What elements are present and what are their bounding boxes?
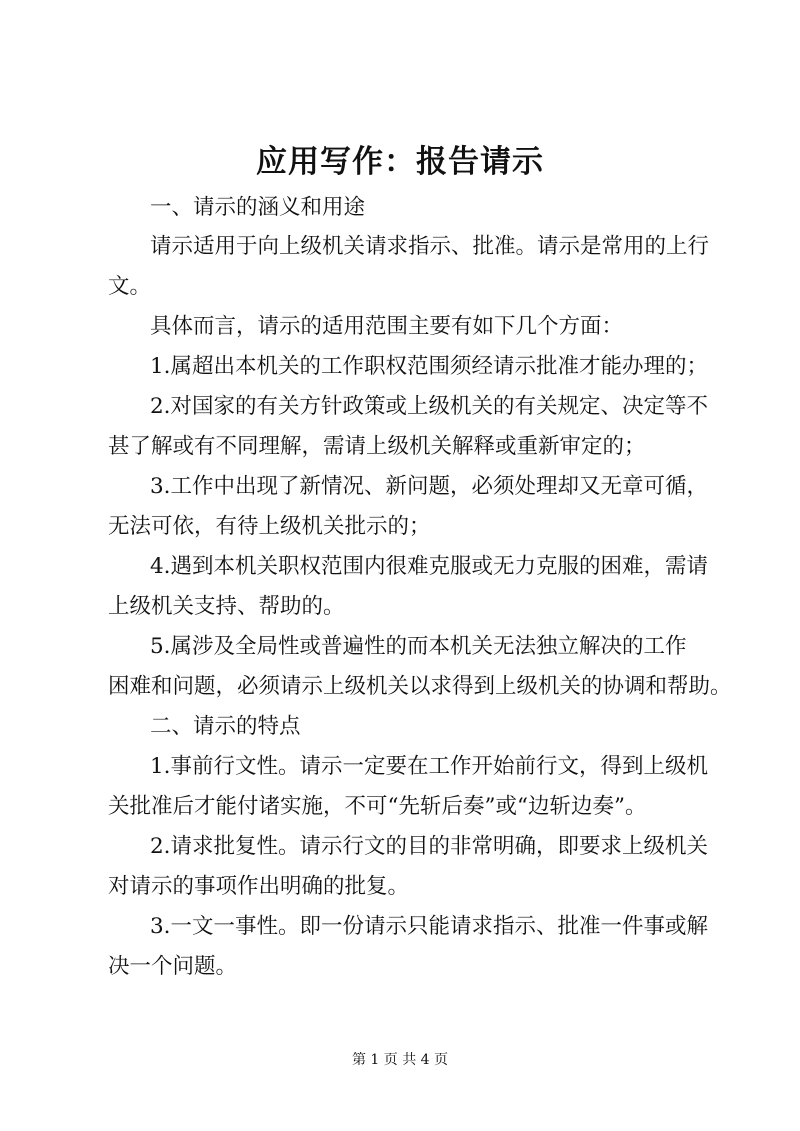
list-item-line: 4.遇到本机关职权范围内很难克服或无力克服的困难，需请 — [150, 554, 709, 579]
list-item-line: 决一个问题。 — [108, 954, 238, 979]
list-item-line: 困难和问题，必须请示上级机关以求得到上级机关的协调和帮助。 — [108, 674, 732, 699]
paragraph-line: 文。 — [108, 274, 152, 299]
page-footer: 第 1 页 共 4 页 — [351, 1052, 449, 1068]
list-item-line: 1.事前行文性。请示一定要在工作开始前行文，得到上级机 — [150, 754, 709, 779]
list-item-line: 上级机关支持、帮助的。 — [108, 594, 345, 619]
list-item-line: 甚了解或有不同理解，需请上级机关解释或重新审定的； — [108, 434, 646, 459]
list-item-line: 2.请求批复性。请示行文的目的非常明确，即要求上级机关 — [150, 834, 709, 859]
list-item-line: 关批准后才能付诸实施，不可“先斩后奏”或“边斩边奏”。 — [108, 794, 647, 819]
section-heading-1: 一、请示的涵义和用途 — [150, 195, 366, 220]
list-item-line: 无法可依，有待上级机关批示的； — [108, 514, 431, 539]
list-item-line: 2.对国家的有关方针政策或上级机关的有关规定、决定等不 — [150, 394, 709, 419]
list-item-line: 对请示的事项作出明确的批复。 — [108, 874, 410, 899]
paragraph-line: 请示适用于向上级机关请求指示、批准。请示是常用的上行 — [150, 234, 710, 259]
section-heading-2: 二、请示的特点 — [150, 714, 301, 739]
list-item-line: 3.工作中出现了新情况、新问题，必须处理却又无章可循， — [150, 474, 709, 499]
paragraph-line: 具体而言，请示的适用范围主要有如下几个方面： — [150, 314, 624, 339]
list-item-line: 1.属超出本机关的工作职权范围须经请示批准才能办理的； — [150, 354, 709, 379]
list-item-line: 5.属涉及全局性或普遍性的而本机关无法独立解决的工作 — [150, 634, 687, 659]
page-title: 应用写作：报告请示 — [256, 144, 544, 180]
list-item-line: 3.一文一事性。即一份请示只能请求指示、批准一件事或解 — [150, 914, 709, 939]
